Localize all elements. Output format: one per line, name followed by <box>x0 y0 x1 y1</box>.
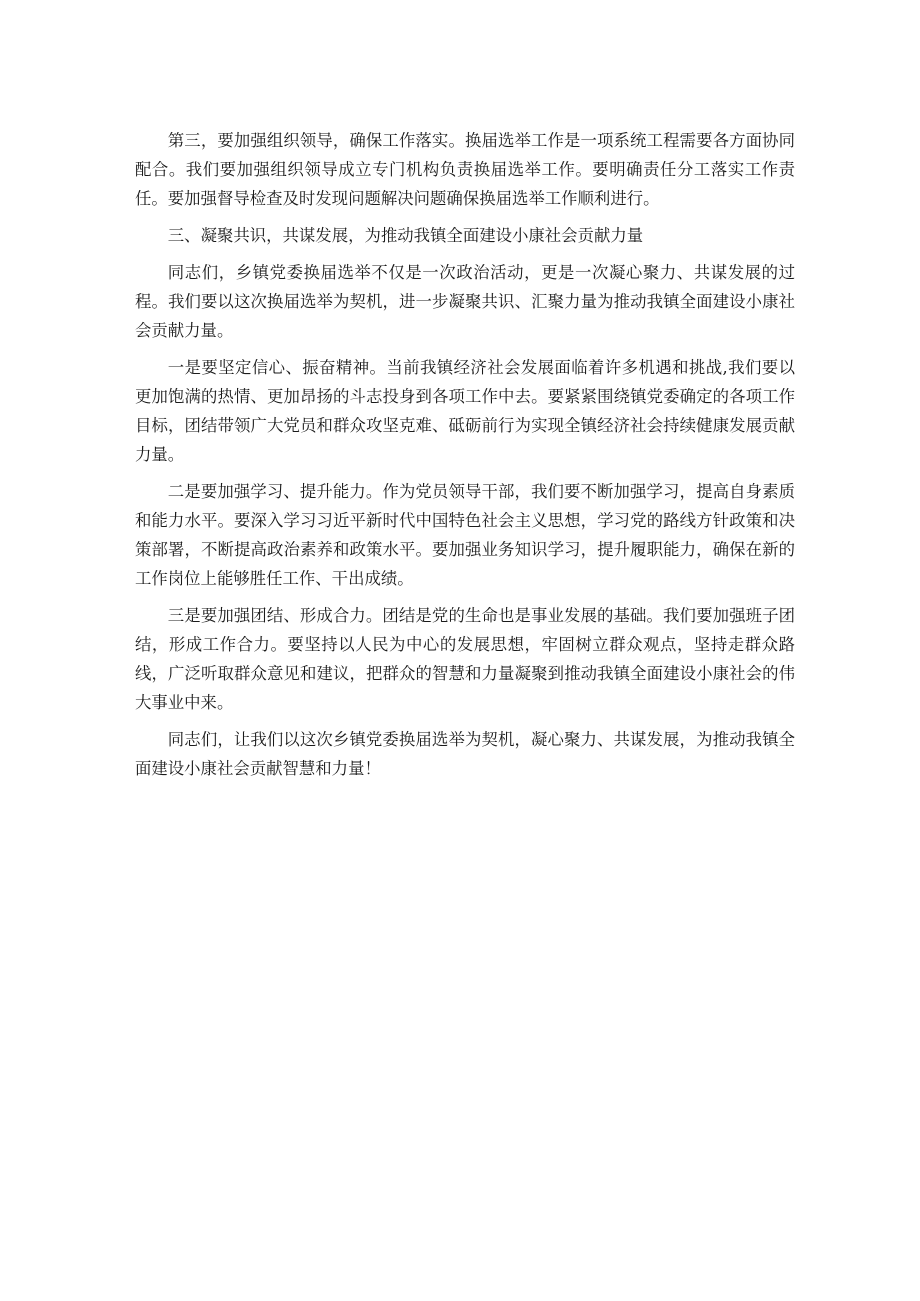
section-heading-three: 三、凝聚共识，共谋发展，为推动我镇全面建设小康社会贡献力量 <box>167 226 644 245</box>
paragraph-closing: 同志们，让我们以这次乡镇党委换届选举为契机，凝心聚力、共谋发展，为推动我镇全面建设小康社会贡献智慧和力量！ <box>135 730 795 778</box>
paragraph-point-one: 一是要坚定信心、振奋精神。当前我镇经济社会发展面临着许多机遇和挑战,我们要以更加饱满的热情、更加昂扬的斗志投身到各项工作中去。要紧紧围绕镇党委确定的各项工作目标，团结带领广大党员和群众攻坚克难、砥砺前行为实现全镇经济社会持续健康发展贡献力量。 <box>135 358 795 464</box>
paragraph-point-two: 二是要加强学习、提升能力。作为党员领导干部，我们要不断加强学习，提高自身素质和能力水平。要深入学习习近平新时代中国特色社会主义思想，学习党的路线方针政策和决策部署，不断提高政治素养和政策水平。要加强业务知识学习，提升履职能力，确保在新的工作岗位上能够胜任工作、干出成绩。 <box>135 482 795 588</box>
paragraph-third-point: 第三，要加强组织领导，确保工作落实。换届选举工作是一项系统工程需要各方面协同配合。我们要加强组织领导成立专门机构负责换届选举工作。要明确责任分工落实工作责任。要加强督导检查及时发现问题解决问题确保换届选举工作顺利进行。 <box>135 131 795 208</box>
paragraph-point-three: 三是要加强团结、形成合力。团结是党的生命也是事业发展的基础。我们要加强班子团结，形成工作合力。要坚持以人民为中心的发展思想，牢固树立群众观点，坚持走群众路线，广泛听取群众意见和建议，把群众的智慧和力量凝聚到推动我镇全面建设小康社会的伟大事业中来。 <box>135 606 795 712</box>
document-body <box>135 126 795 791</box>
paragraph-comrades-intro: 同志们，乡镇党委换届选举不仅是一次政治活动，更是一次凝心聚力、共谋发展的过程。我们要以这次换届选举为契机，进一步凝聚共识、汇聚力量为推动我镇全面建设小康社会贡献力量。 <box>135 263 795 340</box>
